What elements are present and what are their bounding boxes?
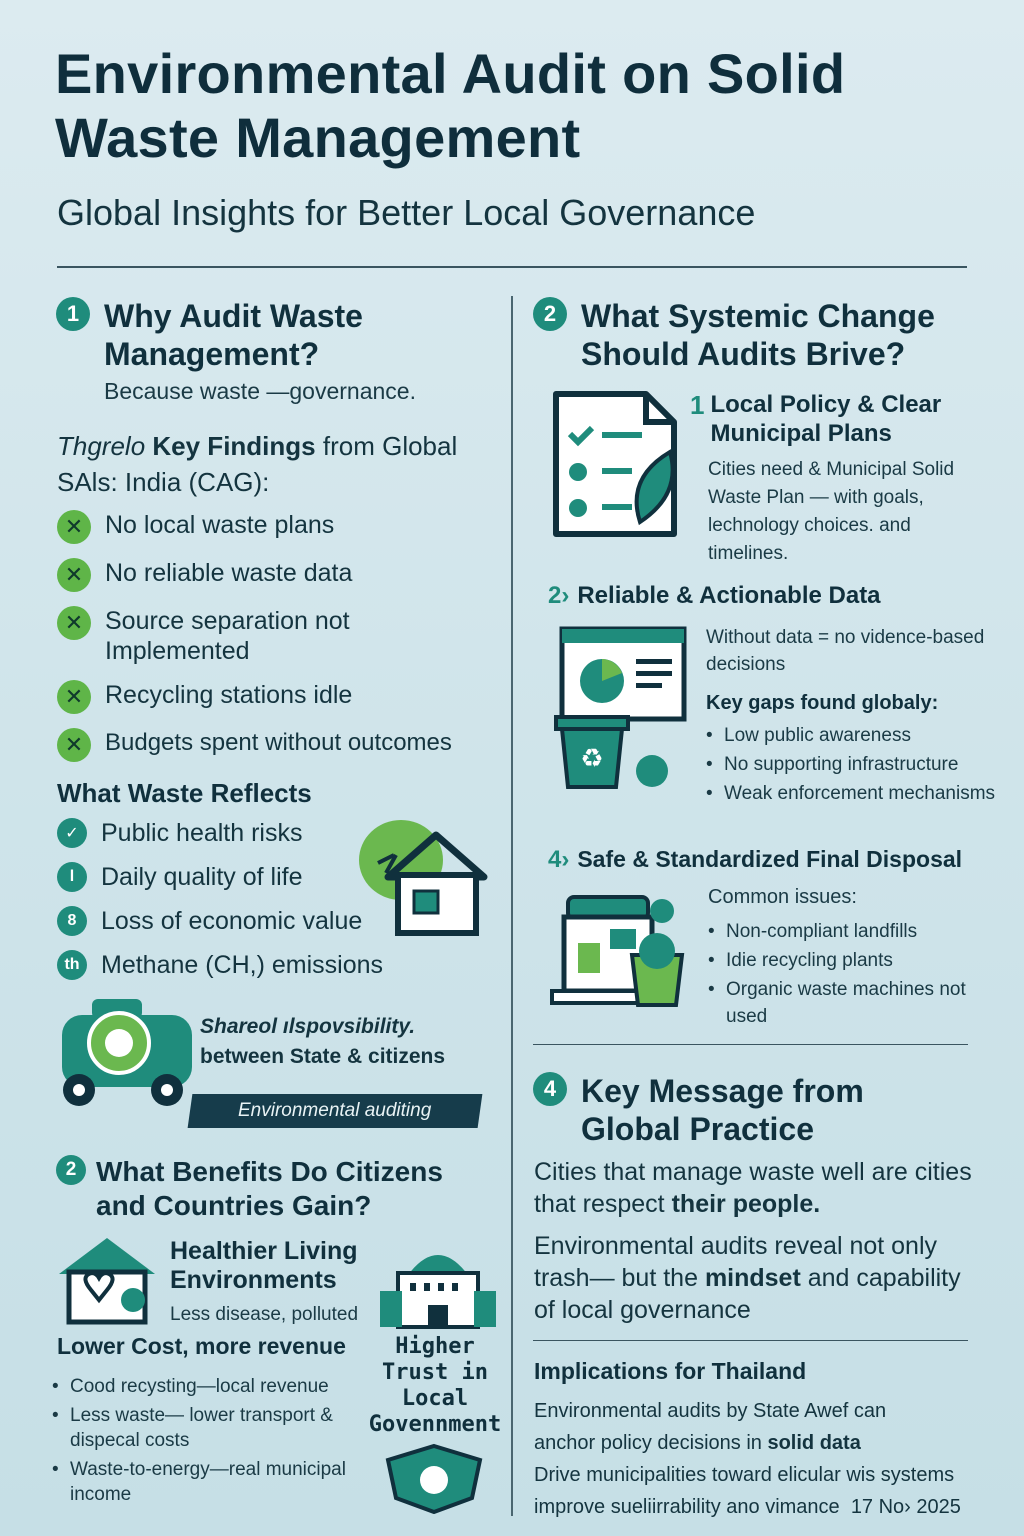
data-desc: Without data = no vidence-based decisions — [706, 627, 985, 675]
list-item: • Organic waste machines not used — [708, 976, 968, 1030]
p2-bold: mindset — [704, 1264, 801, 1292]
section-number-badge: 2 — [56, 1155, 86, 1185]
thailand-line-1: Environmental audits by State Awef can — [534, 1400, 887, 1422]
findings-intro-prefix: Thgrelo — [57, 431, 146, 461]
x-mark-icon: ✕ — [57, 558, 91, 592]
thailand-line-3: Drive municipalities toward elicular wis systems — [534, 1464, 955, 1486]
findings-list — [57, 510, 497, 762]
list-item — [57, 906, 383, 936]
data-bin-icon — [552, 625, 692, 790]
list-item: • Low public awareness — [706, 722, 1001, 749]
list-item: • No supporting infrastructure — [706, 751, 1001, 778]
section-title: Why Audit Waste Management? — [104, 298, 363, 372]
lower-cost-list — [52, 1374, 352, 1507]
environmental-auditing-banner — [188, 1094, 483, 1128]
gaps-list — [706, 722, 1001, 807]
lower-cost-title: Lower Cost, more revenue — [57, 1333, 346, 1359]
section-number-badge: 1 — [56, 297, 90, 331]
house-icon — [356, 815, 491, 940]
garbage-truck-icon — [57, 995, 197, 1110]
svg-text:♻: ♻ — [580, 744, 604, 774]
section-number-badge: 2 — [533, 297, 567, 331]
section-key-message — [533, 1072, 941, 1148]
section-title: What Benefits Do Citizens and Countries Gain? — [96, 1156, 443, 1221]
thailand-body — [534, 1395, 994, 1523]
section-benefits — [56, 1155, 496, 1223]
header-divider — [57, 266, 967, 268]
reflect-label: Daily quality of life — [101, 862, 303, 891]
list-item: • Weak enforcement mechanisms — [706, 780, 1001, 807]
section-title: Key Message from Global Practice — [581, 1073, 864, 1147]
right-divider-2 — [533, 1340, 968, 1341]
x-mark-icon: ✕ — [57, 728, 91, 762]
page-title: Environmental Audit on Solid Waste Management — [55, 42, 846, 169]
list-item — [57, 680, 497, 714]
list-item — [57, 558, 497, 592]
thailand-line-4a: improve sueliirrability ano vimance — [534, 1496, 840, 1518]
data-heading — [548, 582, 881, 610]
list-item: • Waste-to-energy—real municipal income — [52, 1457, 352, 1507]
issues-title: Common issues: — [708, 886, 857, 908]
finding-label: No reliable waste data — [105, 559, 353, 587]
shared-line-2: between State & citizens — [200, 1045, 446, 1068]
policy-heading — [690, 390, 970, 448]
finding-label: Source separation not Implemented — [105, 607, 350, 665]
government-building-icon — [378, 1235, 496, 1330]
x-mark-icon: ✕ — [57, 606, 91, 640]
list-item — [57, 510, 497, 544]
sub-number: 4› — [548, 846, 570, 873]
section-why-audit — [56, 297, 434, 373]
reflect-label: Loss of economic value — [101, 906, 363, 935]
date-label: 17 No› 2025 — [850, 1496, 961, 1518]
sub-number: 2› — [548, 582, 570, 609]
list-item — [57, 950, 383, 980]
findings-intro-bold: Key Findings — [152, 431, 316, 461]
p2-text-c: and capability of local governance — [534, 1264, 961, 1324]
policy-document-icon — [548, 390, 686, 540]
sub-title: Local Policy & Clear Municipal Plans — [710, 391, 942, 447]
trust-shield-icon — [380, 1442, 488, 1514]
findings-intro — [57, 428, 487, 500]
reflect-label: Public health risks — [101, 818, 303, 847]
finding-label: Recycling stations idle — [105, 681, 353, 709]
right-divider — [533, 1044, 968, 1045]
list-item: • Idie recycling plants — [708, 947, 968, 974]
thailand-line-2b: solid data — [767, 1432, 861, 1454]
list-item — [57, 862, 383, 892]
healthier-title: Healthier Living Environments — [170, 1237, 358, 1294]
coin-icon: 8 — [57, 906, 87, 936]
section-tagline: Because waste —governance. — [104, 378, 416, 404]
p2-text-a: Environmental audits reveal not only trash— but the — [534, 1232, 938, 1292]
list-item: • Less waste— lower transport & dispecal costs — [52, 1403, 352, 1453]
p1-text: Cities that manage waste well are cities that respect — [534, 1158, 972, 1218]
reflects-list — [57, 818, 383, 980]
life-icon: l — [57, 862, 87, 892]
gaps-title: Key gaps found globaly: — [706, 692, 939, 714]
section-title: What Systemic Change Should Audits Brive? — [581, 298, 935, 372]
finding-label: No local waste plans — [105, 511, 335, 539]
thailand-title: Implications for Thailand — [534, 1358, 807, 1384]
disposal-heading — [548, 846, 962, 874]
list-item: • Cood recysting—local revenue — [52, 1374, 352, 1399]
x-mark-icon: ✕ — [57, 680, 91, 714]
list-item: • Non-compliant landfills — [708, 918, 968, 945]
column-divider — [511, 296, 513, 1516]
sub-title: Reliable & Actionable Data — [577, 582, 881, 609]
section-systemic-change — [533, 297, 981, 373]
healthier-desc: Less disease, polluted — [170, 1304, 359, 1325]
policy-desc: Cities need & Municipal Solid Waste Plan — with goals, lechnology choices. and timelines. — [708, 459, 955, 564]
thailand-line-2a: anchor policy decisions in — [534, 1432, 762, 1454]
x-mark-icon: ✕ — [57, 510, 91, 544]
key-message-p1 — [534, 1156, 974, 1220]
p1-bold: their people. — [671, 1190, 821, 1218]
shared-line-1: Shareol ılspovsibility. — [200, 1015, 416, 1038]
reflect-label: Methane (CH,) emissions — [101, 950, 384, 979]
list-item — [57, 818, 383, 848]
key-message-p2 — [534, 1230, 974, 1326]
disposal-facility-icon — [550, 893, 690, 1011]
thailand-line-4 — [534, 1491, 994, 1523]
page-subtitle: Global Insights for Better Local Governance — [57, 192, 756, 233]
thailand-line-2 — [534, 1427, 994, 1459]
banner-label: Environmental auditing — [238, 1100, 432, 1121]
sub-number: 1 — [690, 390, 705, 420]
healthy-home-icon — [55, 1232, 160, 1327]
issues-list — [708, 918, 968, 1030]
methane-icon: th — [57, 950, 87, 980]
higher-trust-label: Higher Trust in Local Govennment — [368, 1334, 502, 1437]
list-item — [57, 728, 497, 762]
shield-icon: ✓ — [57, 818, 87, 848]
finding-label: Budgets spent without outcomes — [105, 729, 452, 756]
reflects-title: What Waste Reflects — [57, 778, 312, 808]
sub-title: Safe & Standardized Final Disposal — [577, 846, 963, 872]
section-number-badge: 4 — [533, 1072, 567, 1106]
findings-intro-rest: from Global SAls: India (CAG): — [57, 431, 458, 497]
list-item — [57, 606, 417, 666]
